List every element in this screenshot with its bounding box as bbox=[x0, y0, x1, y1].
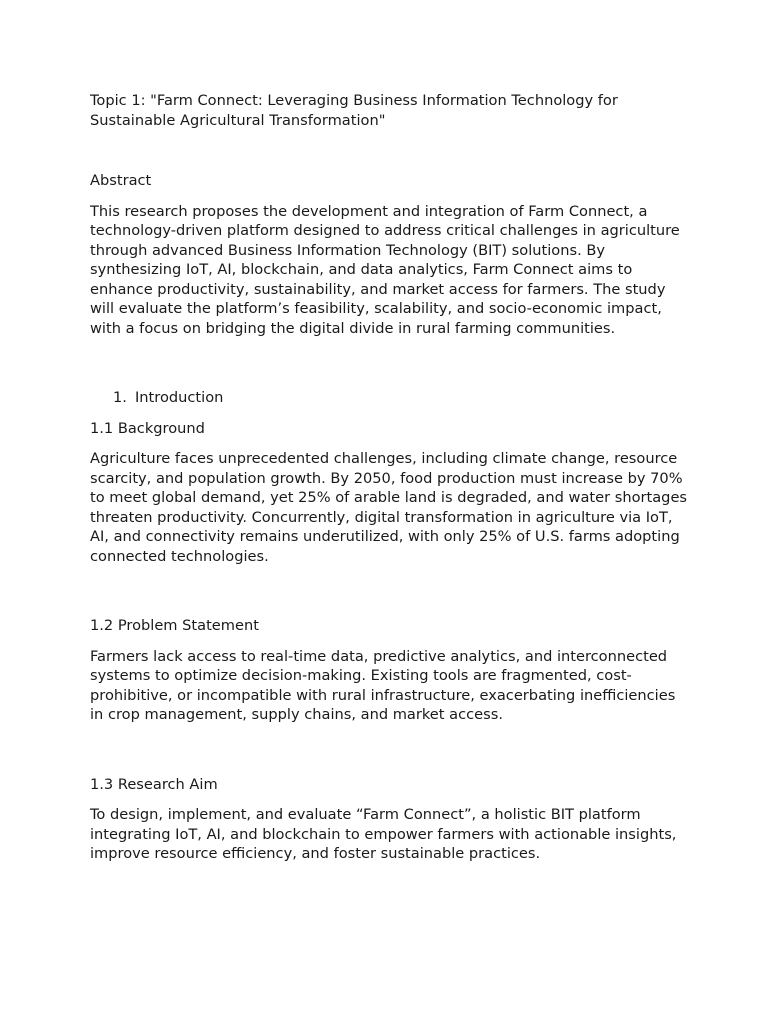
section-introduction-heading bbox=[90, 388, 690, 408]
background-heading: 1.1 Background bbox=[90, 419, 205, 437]
document-body bbox=[90, 91, 690, 875]
section-number: 1. bbox=[113, 389, 127, 406]
problem-statement-text: Farmers lack access to real-time data, predictive analytics, and interconnected systems to optimize decision-making. Existing tools are fragmented, cost-prohibitive, or incompatible with rural infrastructure, exacerbating inefficiencies in crop management, supply chains, and market access. bbox=[90, 647, 676, 723]
background-text: Agriculture faces unprecedented challenges, including climate change, resource scarcity, and population growth. By 2050, food production must increase by 70% to meet global demand, yet 25% of arable land is degraded, and water shortages threaten productivity. Concurrently, digital transformation in agriculture via IoT, AI, and connectivity remains underutilized, with only 25% of U.S. farms adopting connected technologies. bbox=[90, 450, 688, 565]
abstract-heading: Abstract bbox=[90, 172, 152, 189]
abstract-text: This research proposes the development and integration of Farm Connect, a technology-driven platform designed to address critical challenges in agriculture through advanced Business Information Technology (BIT) solutions. By synthesizing IoT, AI, blockchain, and data analytics, Farm Connect aims to enhance productivity, sustainability, and market access for farmers. The study will evaluate the platform’s feasibility, scalability, and socio-economic impact, with a focus on bridging the digital divide in rural farming communities. bbox=[90, 202, 680, 337]
section-title: Introduction bbox=[135, 389, 224, 406]
research-aim-text: To design, implement, and evaluate “Farm Connect”, a holistic BIT platform integrating IoT, AI, and blockchain to empower farmers with actionable insights, improve resource efficiency, and foster sustainable practices. bbox=[90, 806, 677, 862]
problem-statement-heading: 1.2 Problem Statement bbox=[90, 617, 259, 634]
document-title: Topic 1: "Farm Connect: Leveraging Business Information Technology for Sustainable Agricultural Transformation" bbox=[90, 92, 618, 129]
research-aim-heading: 1.3 Research Aim bbox=[90, 775, 218, 793]
